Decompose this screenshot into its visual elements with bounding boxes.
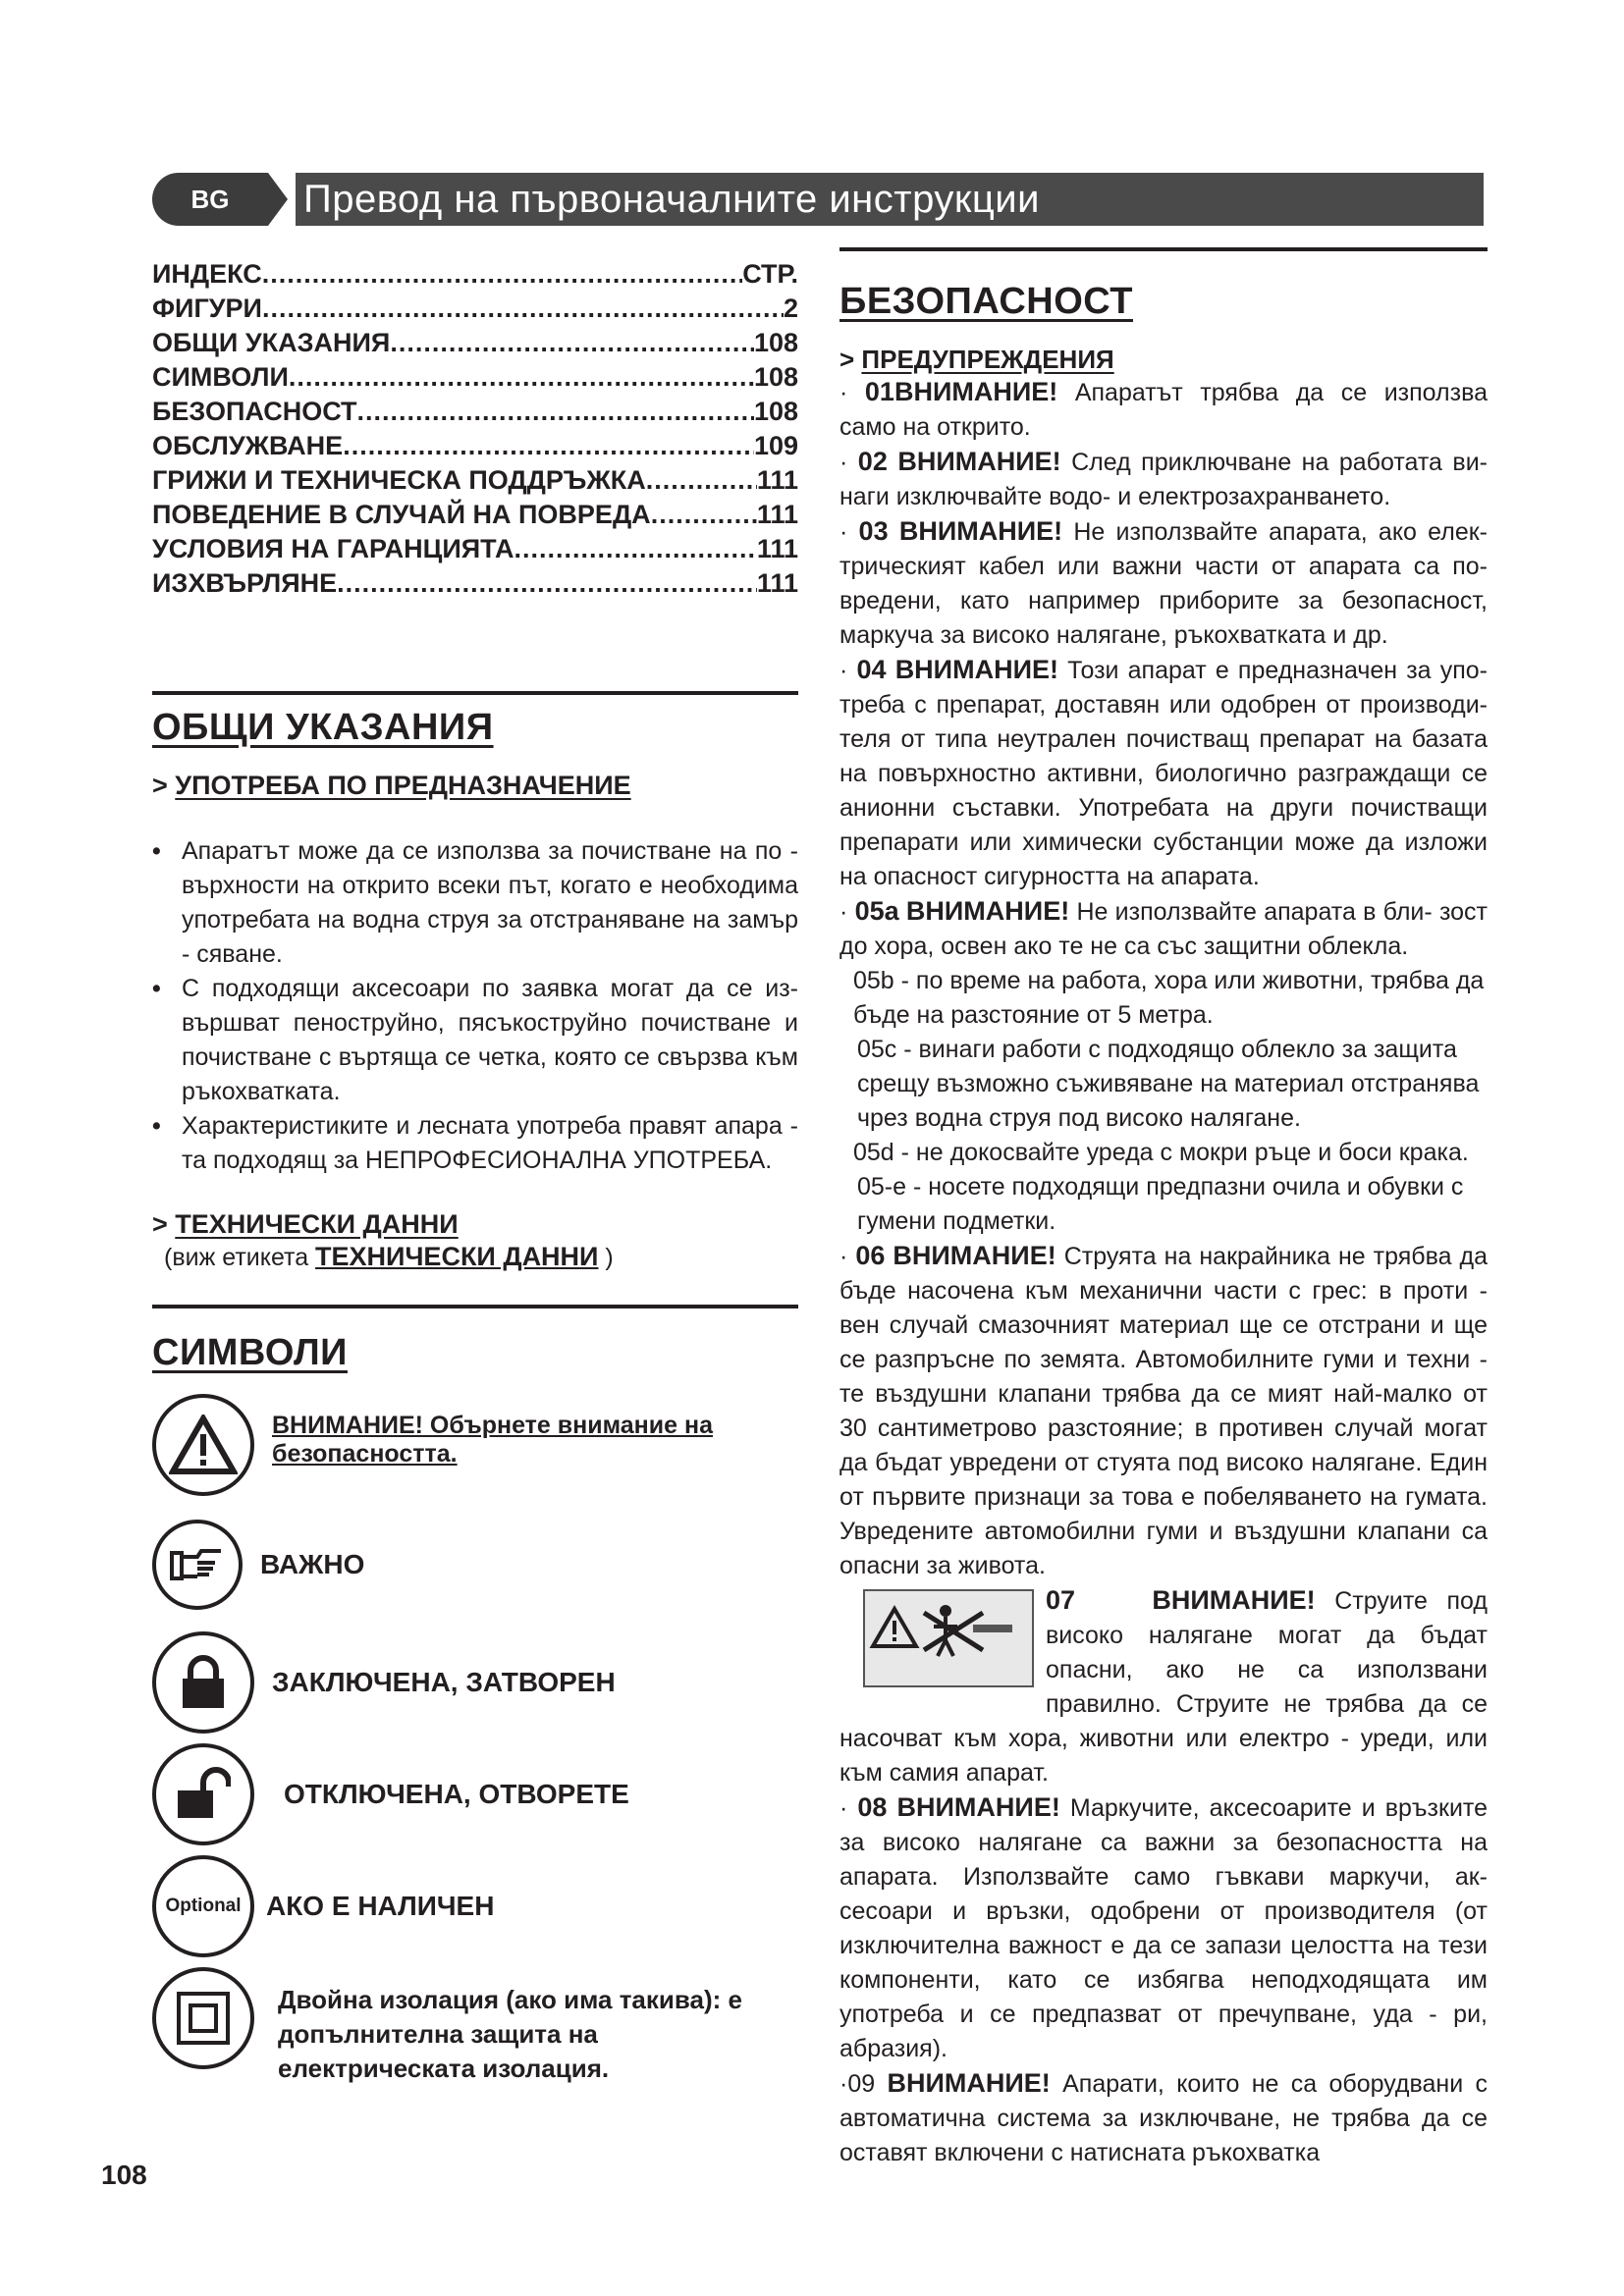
warnings-list [839,375,1488,2170]
symbol-row [152,1631,616,1734]
warning-item: ·09 ВНИМАНИЕ! Апарати, които не са оборудвани с автоматична система за изключване, не трябва да се оставят включени с натисната ръкохватка [839,2068,1488,2166]
warning-item: · 06 ВНИМАНИЕ! Струята на накрайника не трябва да бъде насочена към механични части с грес: в проти - вен случай смазочният материал ще се отстрани и ще се разпръсне по земята. Автомобилните гуми и техни - те въздушни клапани трябва да се мият най-малко от 30 сантиметрово разстояние; в противен случай могат да бъдат увредени от стуята под високо налягане. Един от първите признаци за това е побеляването на гумата. Увредените автомобилни гуми и въздушни клапани са опасни за живота. [839,1241,1488,1579]
double-insulation-icon [152,1967,254,2069]
language-badge: BG [152,173,268,226]
warning-subitem: 05c - винаги работи с подходящо облекло за защита срещу възможно съживяване на материал отстранява чрез водна струя под високо налягане. [857,1036,1480,1132]
symbol-label: ОТКЛЮЧЕНА, ОТВОРЕТЕ [284,1779,629,1809]
symbol-label: АКО Е НАЛИЧЕН [266,1891,495,1921]
general-bullets [152,834,798,1178]
warning-subitem: 05d - не докосвайте уреда с мокри ръце и боси крака. [853,1139,1469,1166]
tech-subtitle: > ТЕХНИЧЕСКИ ДАННИ [152,1209,459,1239]
warning-item: · 05a ВНИМАНИЕ! Не използвайте апарата в бли- зост до хора, освен ако те не са със защитни облекла. [839,896,1488,960]
symbol-label: ЗАКЛЮЧЕНА, ЗАТВОРЕН [272,1667,616,1697]
lock-open-icon [152,1743,254,1845]
warning-subitem: 05b - по време на работа, хора или животни, трябва да бъде на разстояние от 5 метра. [853,967,1485,1029]
optional-icon: Optional [152,1855,254,1957]
warning-item: · 08 ВНИМАНИЕ! Маркучите, аксесоарите и връзките за високо налягане са важни за безопасността на апарата. Използвайте само гъвкави маркучи, ак- сесоари и връзки, одобрени от производителя (от изключителна важност е да се запази целостта на тези компоненти, като се избягва неподходящата им употреба и се предпазват от пречупване, уда - ри, абразия). [839,1792,1488,2062]
warning-triangle-icon [152,1394,254,1496]
lock-closed-icon [152,1631,254,1734]
toc-row[interactable]: ОБСЛУЖВАНЕ ..... 109 [152,429,798,463]
symbol-row [152,1394,724,1496]
toc-row[interactable]: ИЗХВЪРЛЯНЕ ..... 111 [152,566,798,601]
symbol-row [152,1520,364,1610]
symbol-label-bold: ВНИМАНИЕ! [272,1412,423,1439]
symbol-label: Обърнете внимание на безопасността. [272,1412,713,1468]
symbol-row [152,1743,629,1845]
warning-subitem: 05-e - носете подходящи предпазни очила и обувки с гумени подметки. [857,1173,1464,1235]
symbol-label: ВАЖНО [260,1549,365,1579]
list-item: • С подходящи аксесоари по заявка могат да се из- вършват пеноструйно, пясъкоструйно почистване и почистване с въртяща се четка, която се свързва към ръкохватката. [152,975,798,1105]
spray-hazard-icon [863,1589,1034,1687]
toc-row[interactable]: УСЛОВИЯ НА ГАРАНЦИЯТА ..... 111 [152,532,798,566]
symbols-title: СИМВОЛИ [152,1332,348,1373]
list-item: • Апаратът може да се използва за почистване на по - върхности на открито всеки път, когато е необходима употребата на водна струя за отстраняване на замър - сяване. [152,837,798,968]
safety-title: БЕЗОПАСНОСТ [839,281,1133,322]
warning-item: 07 ВНИМАНИЕ! Струите под високо налягане могат да бъдат опасни, ако не са използвани правилно. Струите не трябва да се насочват към хора, животни или електро - уреди, или към самия апарат. [839,1585,1488,1787]
table-of-contents [152,257,798,601]
page-header [152,173,1484,226]
section-divider [152,1305,798,1308]
right-column [839,247,1488,2170]
section-divider [839,247,1488,251]
toc-row[interactable]: БЕЗОПАСНОСТ ..... 108 [152,395,798,429]
warning-item: · 02 ВНИМАНИЕ! След приключване на работата ви- наги изключвайте водо- и електрозахранването. [839,447,1488,510]
badge-arrow [268,173,288,226]
use-subtitle: > УПОТРЕБА ПО ПРЕДНАЗНАЧЕНИЕ [152,771,631,800]
pointing-hand-icon [152,1520,243,1610]
toc-row[interactable]: ОБЩИ УКАЗАНИЯ ..... 108 [152,326,798,360]
symbol-label: Двойна изолация (ако има такива): е допълнителна защита на електрическата изолация. [278,1985,742,2083]
warnings-subtitle: > ПРЕДУПРЕЖДЕНИЯ [839,345,1114,374]
list-item: • Характеристиките и лесната употреба правят апара - та подходящ за НЕПРОФЕСИОНАЛНА УПОТРЕБА. [152,1112,798,1174]
symbol-row [152,1855,494,1957]
warning-item: · 01ВНИМАНИЕ! Апаратът трябва да се използва само на открито. [839,377,1488,441]
section-divider [152,691,798,695]
toc-row[interactable]: ПОВЕДЕНИЕ В СЛУЧАЙ НА ПОВРЕДА ..... 111 [152,498,798,532]
general-title: ОБЩИ УКАЗАНИЯ [152,707,494,748]
toc-row[interactable]: СИМВОЛИ ..... 108 [152,360,798,395]
symbol-row [152,1967,788,2086]
page-number: 108 [101,2160,147,2190]
toc-row[interactable]: ФИГУРИ ..... 2 [152,292,798,326]
tech-note: (виж етикета ТЕХНИЧЕСКИ ДАННИ ) [164,1242,614,1271]
warning-item: · 04 ВНИМАНИЕ! Този апарат е предназначен за упо- треба с препарат, доставян или одобрен от производи- теля от типа неутрален почистващ препарат на базата на повърхностно активни, биологично разграждащи се анионни съставки. Употребата на други почистващи препарати или химически субстанции може да изложи на опасност сигурността на апарата. [839,655,1488,890]
toc-row[interactable]: ИНДЕКС ..... СТР. [152,257,798,292]
left-column [152,257,798,2101]
symbols-list [152,1394,798,2101]
toc-row[interactable]: ГРИЖИ И ТЕХНИЧЕСКА ПОДДРЪЖКА ..... 111 [152,463,798,498]
header-title: Превод на първоначалните инструкции [296,173,1484,226]
warning-item: · 03 ВНИМАНИЕ! Не използвайте апарата, ако елек- трическият кабел или важни части от апарата са по- вредени, като например приборите за безопасност, маркуча за високо налягане, ръкохватката и др. [839,516,1488,649]
